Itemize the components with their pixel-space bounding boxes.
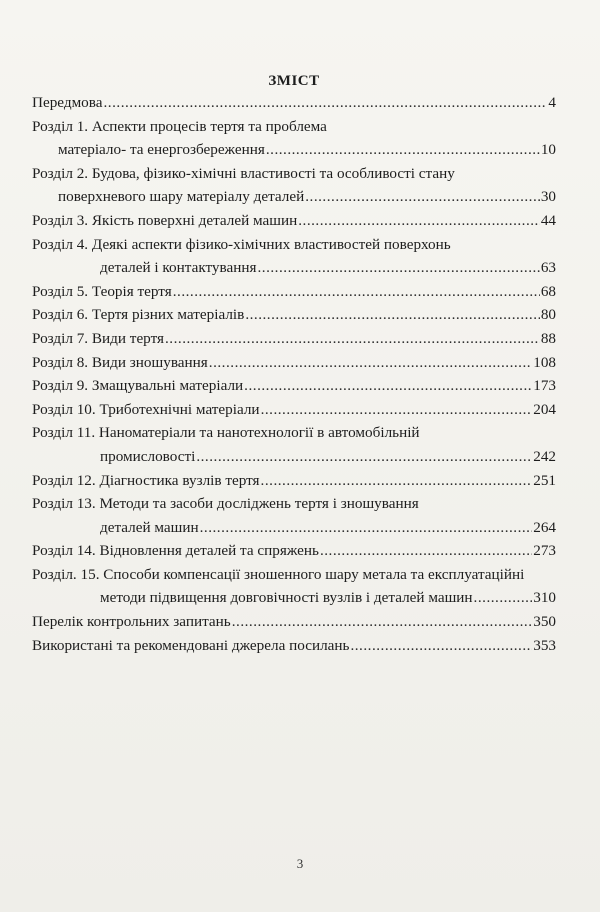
toc-entry[interactable] [32, 162, 556, 209]
toc-entry-page: 173 [533, 377, 556, 395]
toc-entry-page: 242 [533, 447, 556, 465]
toc-entry-title: Розділ 3. Якість поверхні деталей машин [32, 211, 298, 229]
toc-entry-title: Розділ 5. Теорія тертя [32, 282, 172, 300]
toc-entry-title: Розділ 10. Триботехнічні матеріали [32, 400, 260, 418]
dot-leader [261, 398, 533, 422]
dot-leader [305, 185, 540, 209]
toc-entry-title: Розділ 9. Змащувальні матеріали [32, 377, 244, 395]
toc-entry-page: 251 [533, 471, 556, 489]
toc-entry-title: Розділ 14. Відновлення деталей та спряжень [32, 542, 319, 560]
toc-title: ЗМІСТ [268, 73, 320, 89]
toc-entry-title: Передмова [32, 94, 103, 111]
dot-leader [173, 280, 540, 304]
toc-entry-page: 310 [533, 589, 556, 607]
toc-entry-title: Розділ 11. Наноматеріали та нанотехнології в автомобільній [32, 424, 420, 442]
toc-entry-title: Розділ 13. Методи та засоби досліджень тертя і зношування [32, 495, 419, 513]
toc-entry-title-continued: матеріало- та енергозбереження [58, 141, 265, 159]
dot-leader [196, 445, 532, 469]
dot-leader [200, 516, 533, 540]
toc-entry-page: 63 [540, 259, 556, 277]
dot-leader [298, 209, 540, 233]
dot-leader [245, 303, 540, 327]
toc-entry-title: Розділ 8. Види зношування [32, 353, 208, 371]
toc-entry-title: Використані та рекомендовані джерела посилань [32, 636, 350, 654]
toc-entry[interactable] [32, 469, 556, 493]
toc-entry[interactable] [32, 398, 556, 422]
toc-entry-title-continued: методи підвищення довговічності вузлів і деталей машин [100, 589, 473, 607]
toc-entry[interactable] [32, 539, 556, 563]
table-of-contents [32, 72, 556, 657]
page-number: 3 [296, 856, 304, 871]
dot-leader [209, 351, 532, 375]
toc-entry[interactable] [32, 209, 556, 233]
toc-entry-page: 4 [548, 94, 556, 111]
toc-entry-title-continued: поверхневого шару матеріалу деталей [58, 188, 305, 206]
toc-entry-page: 350 [533, 613, 556, 631]
toc-entry[interactable] [32, 610, 556, 634]
toc-entry-title-continued: деталей машин [100, 518, 199, 536]
dot-leader [474, 586, 533, 610]
toc-entry-page: 88 [540, 329, 556, 347]
dot-leader [320, 539, 532, 563]
toc-entry-page: 108 [533, 353, 556, 371]
dot-leader [261, 469, 533, 493]
toc-entry[interactable] [32, 634, 556, 658]
toc-entry[interactable] [32, 91, 556, 115]
toc-entry-title: Розділ 7. Види тертя [32, 329, 164, 347]
toc-entry[interactable] [32, 492, 556, 539]
toc-entry[interactable] [32, 303, 556, 327]
toc-entry-page: 44 [540, 211, 556, 229]
toc-entry-page: 80 [540, 306, 556, 324]
toc-entries [32, 91, 556, 657]
toc-entry-title: Перелік контрольних запитань [32, 613, 231, 631]
toc-entry-page: 273 [533, 542, 556, 560]
toc-entry[interactable] [32, 233, 556, 280]
toc-entry-page: 68 [540, 282, 556, 300]
dot-leader [350, 634, 532, 658]
toc-entry[interactable] [32, 374, 556, 398]
toc-entry-page: 353 [533, 636, 556, 654]
toc-entry-title: Розділ 4. Деякі аспекти фізико-хімічних властивостей поверхонь [32, 235, 451, 253]
toc-entry-title: Розділ. 15. Способи компенсації зношенного шару метала та експлуатаційні [32, 565, 525, 583]
dot-leader [232, 610, 532, 634]
toc-entry-title: Розділ 1. Аспекти процесів тертя та проблема [32, 117, 327, 135]
toc-entry-page: 30 [540, 188, 556, 206]
dot-leader [244, 374, 532, 398]
toc-entry[interactable] [32, 327, 556, 351]
toc-entry-page: 204 [533, 400, 556, 418]
toc-entry-title-continued: деталей і контактування [100, 259, 257, 277]
dot-leader [165, 327, 540, 351]
toc-entry[interactable] [32, 421, 556, 468]
toc-entry-title-continued: промисловості [100, 447, 196, 465]
toc-entry[interactable] [32, 563, 556, 610]
dot-leader [257, 256, 539, 280]
dot-leader [266, 138, 540, 162]
dot-leader [104, 91, 548, 115]
toc-entry[interactable] [32, 115, 556, 162]
toc-entry-page: 264 [533, 518, 556, 536]
toc-entry-title: Розділ 6. Тертя різних матеріалів [32, 306, 245, 324]
toc-entry[interactable] [32, 351, 556, 375]
toc-entry-page: 10 [540, 141, 556, 159]
toc-entry-title: Розділ 2. Будова, фізико-хімічні властивості та особливості стану [32, 164, 455, 182]
toc-entry-title: Розділ 12. Діагностика вузлів тертя [32, 471, 260, 489]
toc-entry[interactable] [32, 280, 556, 304]
